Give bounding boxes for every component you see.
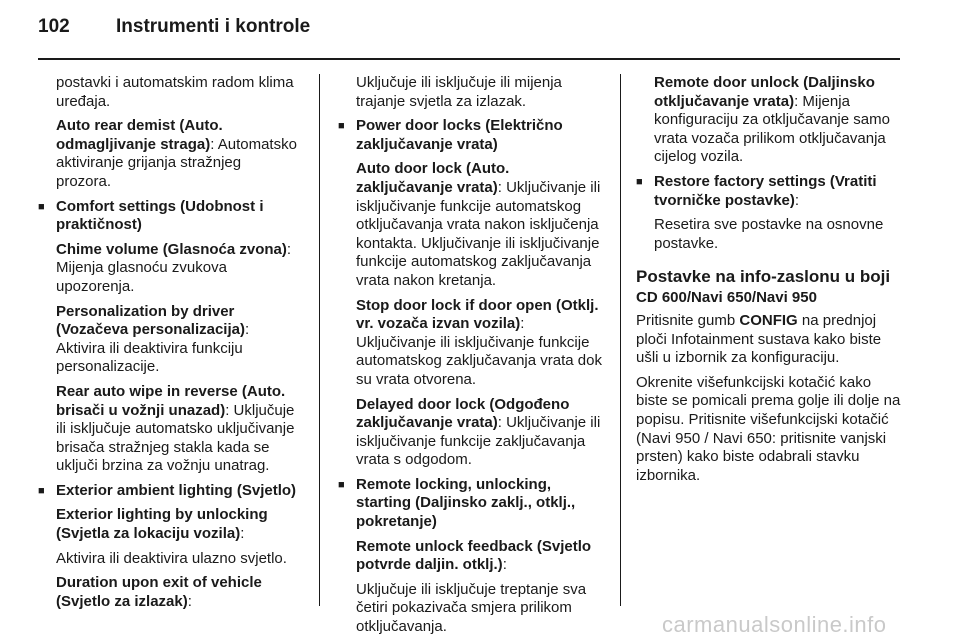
text-column-3 [636,74,904,491]
section-heading: Postavke na info-zaslonu u boji [636,267,891,287]
paragraph: Aktivira ili deaktivira ulazno svjetlo. [56,549,287,567]
paragraph [56,506,300,543]
header-divider [38,58,900,60]
paragraph [56,303,300,377]
chapter-title: Instrumenti i kontrole [116,16,311,37]
column-divider-2 [620,74,621,606]
paragraph [356,160,606,290]
text-column-2 [338,74,606,643]
setting-name: Exterior lighting by unlocking (Svjetla za lokaciju vozila) [56,506,268,543]
setting-name: Restore factory settings (Vratiti tvorničke postavke) [654,172,877,209]
setting-name: Duration upon exit of vehicle (Svjetlo za izlazak) [56,574,262,610]
button-name: CONFIG [739,311,798,329]
paragraph [356,396,606,470]
paragraph [56,383,300,476]
setting-name: Delayed door lock (Odgođeno zaključavanje vrata) [356,395,570,432]
setting-name: Auto rear demist (Auto. odmagljivanje straga) [56,117,223,153]
paragraph: Resetira sve postavke na osnovne postavke. [654,216,884,252]
setting-name: Rear auto wipe in reverse (Auto. brisači u vožnji unazad) [56,382,286,419]
setting-description: : [187,592,192,610]
setting-description: : [794,191,800,209]
section-subheading: CD 600/Navi 650/Navi 950 [636,289,817,307]
column-divider-1 [319,74,320,606]
setting-description: : Mijenja glasnoću zvukova upozorenja. [56,240,292,295]
setting-name: Stop door lock if door open (Otklj. vr. vozača izvan vozila) [356,296,599,333]
paragraph [56,574,300,611]
paragraph [356,297,606,390]
setting-description: : Aktivira ili deaktivira funkciju personalizacije. [56,321,250,376]
watermark: carmanualsonline.info [662,612,887,637]
setting-name: Remote door unlock (Daljinsko otključavanje vrata) [654,74,875,110]
paragraph [356,538,606,575]
setting-description: : Uključivanje ili isključivanje funkcije automatskog zaključavanja vrata dok su vrata otvorena. [356,315,602,388]
setting-description: : [502,556,507,574]
setting-name: Remote unlock feedback (Svjetlo potvrde daljin. otklj.) [356,537,592,574]
setting-description: : Uključivanje ili isključivanje funkcije automatskog otključavanja vrata nakon isključenja kontakta. Uključivanje ili isključivanje funkcije automatskog zaključavanja vrata nakon kretanja. [356,178,601,289]
paragraph: Uključuje ili isključuje ili mijenja trajanje svjetla za izlazak. [356,74,562,110]
bullet-item: ■ Comfort settings (Udobnost i praktičnost) [38,198,300,235]
page-header [0,0,960,60]
paragraph [654,74,904,167]
setting-name: Auto door lock (Auto. zaključavanje vrata) [356,160,510,196]
setting-description: : Uključuje ili isključuje automatsko uključivanje brisača stražnjeg stakla kada se uključi brzina za vožnju unatrag. [56,401,295,475]
bullet-item: ■ Power door locks (Električno zaključavanje vrata) [338,117,606,154]
setting-name: Chime volume (Glasnoća zvona) [56,240,287,258]
text-run: Pritisnite gumb [636,311,740,329]
bullet-item [636,173,904,210]
text-column-1 [38,74,300,617]
setting-description: : Automatsko aktiviranje grijanja stražnjeg prozora. [56,135,297,190]
setting-description: : Mijenja konfiguraciju za otključavanje samo vrata vozača prilikom otključavanja cijelog vozila. [654,92,890,166]
setting-description: : Uključivanje ili isključivanje funkcije zaključavanja vrata s odgodom. [356,414,601,469]
paragraph [56,117,300,191]
setting-name: Personalization by driver (Vozačeva personalizacija) [56,302,245,339]
page-number: 102 [38,16,70,37]
text-run: na prednjoj ploči Infotainment sustava kako biste ušli u izbornik za konfiguraciju. [636,311,882,367]
bullet-item: ■ Remote locking, unlocking, starting (Daljinsko zaklj., otklj., pokretanje) [338,476,606,532]
paragraph [636,312,904,368]
setting-description: : [240,525,245,543]
bullet-item: ■ Exterior ambient lighting (Svjetlo) [38,482,300,501]
paragraph: Okrenite višefunkcijski kotačić kako biste se pomicali prema golje ili dolje na popisu. Pritisnite višefunkcijski kotačić (Navi 950 / Navi 650: pritisnite vanjski prsten) kako biste odabrali stavku izbornika. [636,373,901,484]
paragraph [56,241,300,297]
paragraph: postavki i automatskim radom klima uređaja. [56,74,294,110]
paragraph: Uključuje ili isključuje treptanje sva četiri pokazivača smjera prilikom otključavanja. [356,580,587,636]
